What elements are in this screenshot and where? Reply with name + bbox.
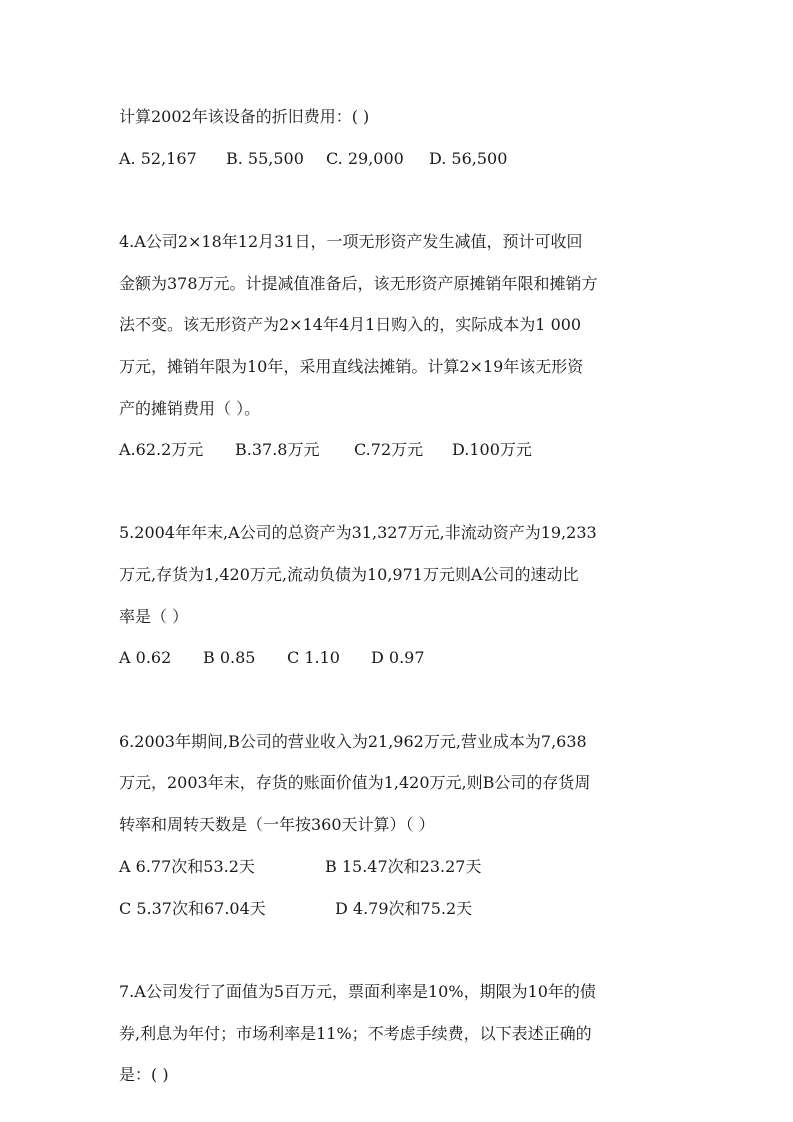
q4-option-d: D.100万元 [452, 440, 532, 459]
q4-option-c: C.72万元 [354, 440, 424, 459]
q5-options [119, 646, 425, 670]
q6-option-c: C 5.37次和67.04天 [119, 899, 266, 918]
q6-option-d: D 4.79次和75.2天 [335, 899, 473, 918]
q4-question-line: 万元，摊销年限为10年，采用直线法摊销。计算2×19年该无形资 [119, 357, 584, 376]
q3-option-b: B. 55,500 [226, 149, 304, 168]
q4-question-line: 法不变。该无形资产为2×14年4月1日购入的，实际成本为1 000 [119, 315, 582, 334]
q4-options [119, 438, 532, 462]
q4-question-line: 金额为378万元。计提减值准备后，该无形资产原摊销年限和摊销方 [119, 274, 598, 293]
q6-options-row [119, 897, 472, 921]
q7-question-line: 券,利息为年付；市场利率是11%；不考虑手续费，以下表述正确的 [119, 1024, 592, 1043]
q6-question-line: 6.2003年期间,B公司的营业收入为21,962万元,营业成本为7,638 [119, 732, 587, 751]
q3-question-line: 计算2002年该设备的折旧费用：( ) [119, 107, 370, 126]
q3-option-a: A. 52,167 [119, 149, 197, 168]
q3-option-c: C. 29,000 [326, 149, 404, 168]
q4-question-line: 4.A公司2×18年12月31日，一项无形资产发生减值，预计可收回 [119, 232, 583, 251]
q5-question-line: 5.2004年年末,A公司的总资产为31,327万元,非流动资产为19,233 [119, 523, 597, 542]
q6-option-a: A 6.77次和53.2天 [119, 857, 255, 876]
q7-question-line: 7.A公司发行了面值为5百万元，票面利率是10%，期限为10年的债 [119, 982, 596, 1001]
q6-question-line: 万元，2003年末，存货的账面价值为1,420万元,则B公司的存货周 [119, 773, 591, 792]
q5-question-line: 万元,存货为1,420万元,流动负债为10,971万元则A公司的速动比 [119, 565, 579, 584]
q6-option-b: B 15.47次和23.27天 [325, 857, 482, 876]
q6-options-row [119, 855, 481, 879]
q5-option-d: D 0.97 [371, 648, 425, 667]
q4-option-b: B.37.8万元 [235, 440, 320, 459]
q3-option-d: D. 56,500 [429, 149, 508, 168]
q4-option-a: A.62.2万元 [119, 440, 204, 459]
q3-options [119, 147, 507, 171]
q6-question-line: 转率和周转天数是（一年按360天计算）（ ） [119, 815, 435, 834]
q4-question-line: 产的摊销费用（ ）。 [119, 399, 261, 418]
q5-option-a: A 0.62 [119, 648, 172, 667]
document-page [119, 0, 679, 1122]
q5-option-b: B 0.85 [203, 648, 256, 667]
q7-question-line: 是：( ) [119, 1065, 169, 1084]
q5-question-line: 率是（ ） [119, 607, 189, 626]
q5-option-c: C 1.10 [287, 648, 340, 667]
